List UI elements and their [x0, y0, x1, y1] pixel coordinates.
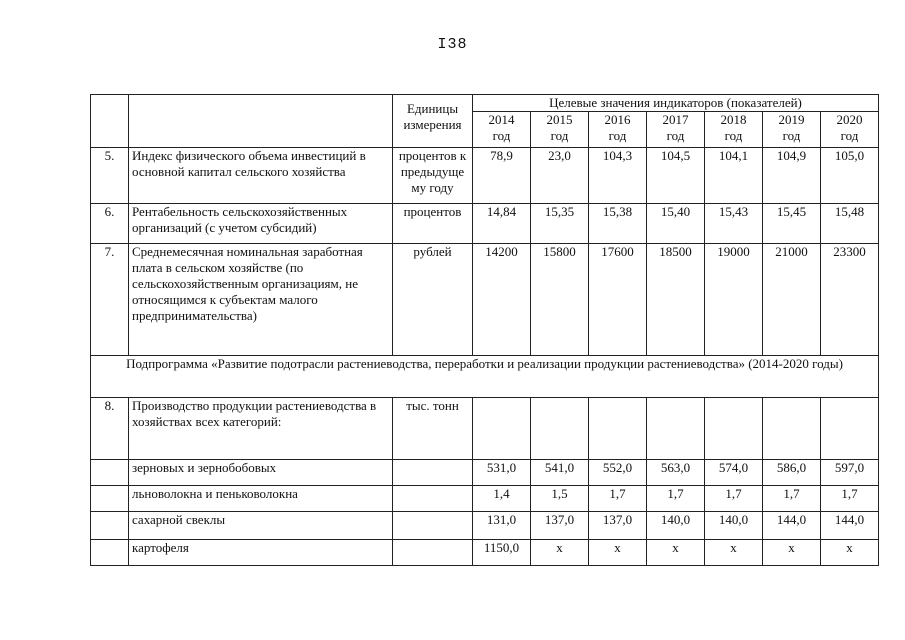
row-value: 104,1: [705, 148, 763, 204]
row-unit: процентов к предыдуще му году: [393, 148, 473, 204]
row-value: 1,7: [821, 486, 879, 512]
header-year-2017: 2017 год: [647, 112, 705, 148]
row-unit: [393, 460, 473, 486]
row-value: 140,0: [647, 512, 705, 540]
row-value: 144,0: [821, 512, 879, 540]
row-name: Рентабельность сельскохозяйственных организаций (с учетом субсидий): [129, 204, 393, 244]
row-value: [589, 398, 647, 460]
row-unit: тыс. тонн: [393, 398, 473, 460]
sub-row-name: сахарной свеклы: [129, 512, 393, 540]
row-value: 23300: [821, 244, 879, 356]
row-value: 1,7: [589, 486, 647, 512]
row-value: 17600: [589, 244, 647, 356]
row-value: 574,0: [705, 460, 763, 486]
row-number: 5.: [91, 148, 129, 204]
row-value: [705, 398, 763, 460]
row-value: [763, 398, 821, 460]
row-value: x: [531, 540, 589, 566]
row-value: 14200: [473, 244, 531, 356]
row-value: 15,43: [705, 204, 763, 244]
header-year-2019: 2019 год: [763, 112, 821, 148]
table-row: [91, 244, 879, 356]
row-value: 104,5: [647, 148, 705, 204]
row-value: 14,84: [473, 204, 531, 244]
table-row: [91, 148, 879, 204]
row-value: 15,45: [763, 204, 821, 244]
indicators-table: [90, 94, 879, 566]
row-value: x: [821, 540, 879, 566]
row-name: Индекс физического объема инвестиций в основной капитал сельского хозяйства: [129, 148, 393, 204]
row-value: 15,35: [531, 204, 589, 244]
sub-row: [91, 486, 879, 512]
row-value: 15800: [531, 244, 589, 356]
row-value: 21000: [763, 244, 821, 356]
header-name-cell: [129, 95, 393, 148]
row-value: [531, 398, 589, 460]
row-number: 7.: [91, 244, 129, 356]
row-number: 6.: [91, 204, 129, 244]
header-year-2015: 2015 год: [531, 112, 589, 148]
row-value: x: [705, 540, 763, 566]
row-value: 144,0: [763, 512, 821, 540]
sub-row: [91, 512, 879, 540]
row-value: 15,40: [647, 204, 705, 244]
sub-row-name: льноволокна и пеньковолокна: [129, 486, 393, 512]
row-value: 563,0: [647, 460, 705, 486]
header-targets: Целевые значения индикаторов (показателей): [473, 95, 879, 112]
row-number: [91, 512, 129, 540]
row-value: 18500: [647, 244, 705, 356]
header-year-2020: 2020 год: [821, 112, 879, 148]
row-value: [473, 398, 531, 460]
row-value: 1,5: [531, 486, 589, 512]
sub-row-name: зерновых и зернобобовых: [129, 460, 393, 486]
row-value: 1,7: [647, 486, 705, 512]
row-number: [91, 540, 129, 566]
row-number: [91, 486, 129, 512]
sub-row: [91, 540, 879, 566]
row-value: 137,0: [531, 512, 589, 540]
table-row: [91, 204, 879, 244]
header-row-1: [91, 95, 879, 112]
row-value: 131,0: [473, 512, 531, 540]
row-number: 8.: [91, 398, 129, 460]
row-value: 19000: [705, 244, 763, 356]
header-year-2018: 2018 год: [705, 112, 763, 148]
row-unit: [393, 540, 473, 566]
row-value: 597,0: [821, 460, 879, 486]
row-value: [821, 398, 879, 460]
row-value: 586,0: [763, 460, 821, 486]
row-value: x: [647, 540, 705, 566]
row-value: 531,0: [473, 460, 531, 486]
row-value: 15,38: [589, 204, 647, 244]
header-year-2014: 2014 год: [473, 112, 531, 148]
row-name: Среднемесячная номинальная заработная плата в сельском хозяйстве (по сельскохозяйственным организациям, не относящимся к субъектам малого предпринимательства): [129, 244, 393, 356]
header-num-cell: [91, 95, 129, 148]
row-value: 140,0: [705, 512, 763, 540]
row-value: 104,9: [763, 148, 821, 204]
sub-row: [91, 460, 879, 486]
row-value: x: [589, 540, 647, 566]
row-value: 1,7: [705, 486, 763, 512]
row-value: 104,3: [589, 148, 647, 204]
row-value: 137,0: [589, 512, 647, 540]
page-number: I38: [437, 36, 468, 53]
row-value: 541,0: [531, 460, 589, 486]
row-name: Производство продукции растениеводства в хозяйствах всех категорий:: [129, 398, 393, 460]
subprogram-title: Подпрограмма «Развитие подотрасли растениеводства, переработки и реализации продукции растениеводства» (2014-2020 годы): [91, 356, 879, 398]
row-value: 23,0: [531, 148, 589, 204]
row-value: 15,48: [821, 204, 879, 244]
subprogram-row: [91, 356, 879, 398]
row-number: [91, 460, 129, 486]
row-value: 105,0: [821, 148, 879, 204]
header-year-2016: 2016 год: [589, 112, 647, 148]
header-units: Единицы измерения: [393, 95, 473, 148]
table-row: [91, 398, 879, 460]
row-value: 1,7: [763, 486, 821, 512]
row-value: 78,9: [473, 148, 531, 204]
row-unit: [393, 486, 473, 512]
row-value: 1150,0: [473, 540, 531, 566]
row-unit: рублей: [393, 244, 473, 356]
row-value: [647, 398, 705, 460]
row-unit: [393, 512, 473, 540]
row-value: x: [763, 540, 821, 566]
sub-row-name: картофеля: [129, 540, 393, 566]
row-value: 552,0: [589, 460, 647, 486]
row-value: 1,4: [473, 486, 531, 512]
row-unit: процентов: [393, 204, 473, 244]
